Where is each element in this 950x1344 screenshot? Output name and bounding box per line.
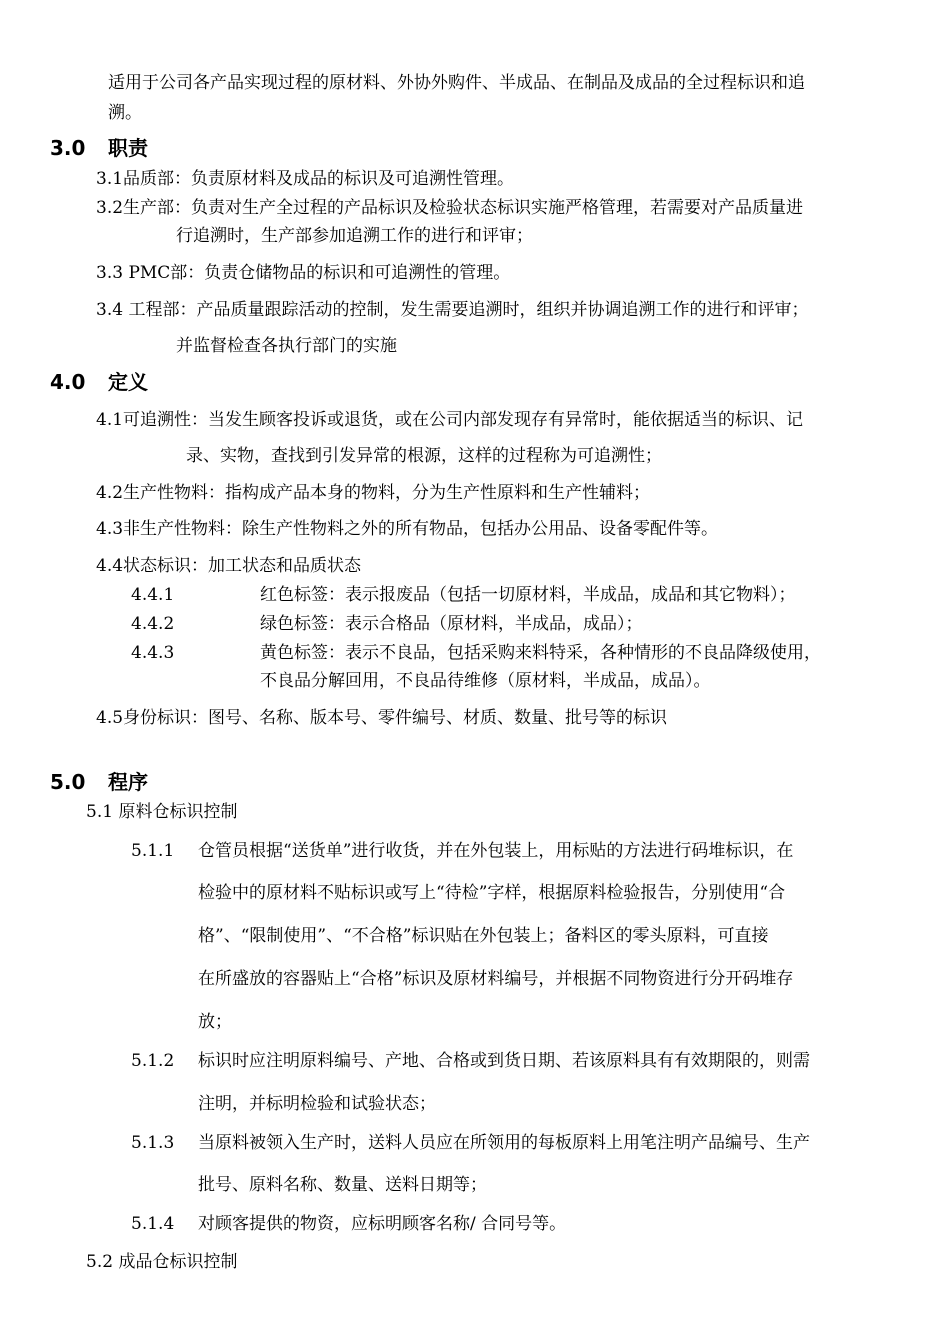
item-4-5: 4.5身份标识：图号、名称、版本号、零件编号、材质、数量、批号等的标识 [96, 708, 668, 728]
section-4-title: 定义 [108, 370, 148, 394]
item-3-1: 3.1品质部：负责原材料及成品的标识及可追溯性管理。 [96, 169, 515, 189]
section-3-heading [50, 136, 148, 160]
item-4-1: 4.1可追溯性：当发生顾客投诉或退货，或在公司内部发现存有异常时，能依据适当的标识、记 [96, 410, 804, 430]
item-4-4-1-number: 4.4.1 [131, 585, 175, 605]
item-3-3: 3.3 PMC部：负责仓储物品的标识和可追溯性的管理。 [96, 263, 511, 283]
item-4-4-2-number: 4.4.2 [131, 614, 175, 634]
item-5-1-2-line-1: 标识时应注明原料编号、产地、合格或到货日期、若该原料具有有效期限的，则需 [198, 1051, 810, 1071]
item-5-1-4-text: 对顾客提供的物资，应标明顾客名称/ 合同号等。 [198, 1214, 567, 1234]
section-3-title: 职责 [108, 136, 148, 160]
item-4-4-1-text: 红色标签：表示报废品（包括一切原材料，半成品，成品和其它物料）； [260, 585, 796, 605]
item-4-1-continued: 录、实物，查找到引发异常的根源，这样的过程称为可追溯性； [186, 446, 662, 466]
scope-line-2: 溯。 [108, 103, 142, 123]
section-5-title: 程序 [108, 770, 148, 794]
item-5-1-1-line-3: 格”、“限制使用”、“不合格”标识贴在外包装上；备料区的零头原料，可直接 [198, 926, 769, 946]
item-3-4: 3.4 工程部：产品质量跟踪活动的控制，发生需要追溯时，组织并协调追溯工作的进行和评审； [96, 300, 809, 320]
item-5-1-1-line-2: 检验中的原材料不贴标识或写上“待检”字样，根据原料检验报告，分别使用“合 [198, 883, 786, 903]
section-5-number: 5.0 [50, 770, 86, 794]
item-5-1-2-line-2: 注明，并标明检验和试验状态； [198, 1094, 436, 1114]
item-4-4-3-continued: 不良品分解回用，不良品待维修（原材料，半成品，成品）。 [260, 671, 711, 691]
item-5-1-1-line-1: 仓管员根据“送货单”进行收货，并在外包装上，用标贴的方法进行码堆标识，在 [198, 841, 794, 861]
item-5-1-3-line-2: 批号、原料名称、数量、送料日期等； [198, 1175, 487, 1195]
item-4-4: 4.4状态标识：加工状态和品质状态 [96, 556, 362, 576]
item-4-4-3-number: 4.4.3 [131, 643, 175, 663]
item-4-3: 4.3非生产性物料：除生产性物料之外的所有物品，包括办公用品、设备零配件等。 [96, 519, 719, 539]
item-5-1-1-number: 5.1.1 [131, 841, 175, 861]
item-5-1-1-line-4: 在所盛放的容器贴上“合格”标识及原材料编号，并根据不同物资进行分开码堆存 [198, 969, 794, 989]
item-4-2: 4.2生产性物料：指构成产品本身的物料，分为生产性原料和生产性辅料； [96, 483, 651, 503]
section-4-heading [50, 370, 148, 394]
item-5-1-3-line-1: 当原料被领入生产时，送料人员应在所领用的每板原料上用笔注明产品编号、生产 [198, 1133, 810, 1153]
section-5-heading [50, 770, 148, 794]
item-5-1-1-line-5: 放； [198, 1012, 232, 1032]
item-5-1-4-number: 5.1.4 [131, 1214, 175, 1234]
scope-line-1: 适用于公司各产品实现过程的原材料、外协外购件、半成品、在制品及成品的全过程标识和追 [108, 73, 805, 93]
section-3-number: 3.0 [50, 136, 86, 160]
item-3-2-continued: 行追溯时，生产部参加追溯工作的进行和评审； [176, 226, 533, 246]
item-5-2: 5.2 成品仓标识控制 [86, 1252, 238, 1272]
item-4-4-3-text: 黄色标签：表示不良品，包括采购来料特采，各种情形的不良品降级使用， [260, 643, 821, 663]
item-3-4-continued: 并监督检查各执行部门的实施 [176, 336, 397, 356]
item-4-4-2-text: 绿色标签：表示合格品（原材料，半成品，成品）； [260, 614, 643, 634]
item-5-1: 5.1 原料仓标识控制 [86, 802, 238, 822]
item-5-1-2-number: 5.1.2 [131, 1051, 175, 1071]
section-4-number: 4.0 [50, 370, 86, 394]
item-5-1-3-number: 5.1.3 [131, 1133, 175, 1153]
item-3-2: 3.2生产部：负责对生产全过程的产品标识及检验状态标识实施严格管理，若需要对产品质量进 [96, 198, 804, 218]
